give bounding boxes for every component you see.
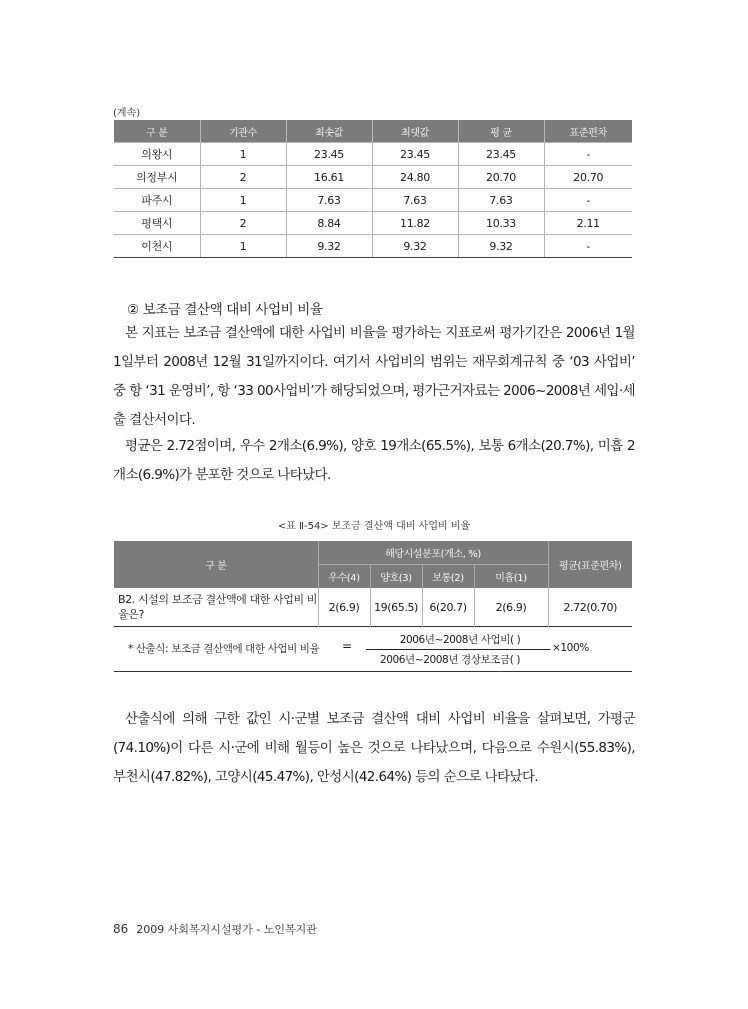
cell-average: 2.72(0.70) [548, 588, 632, 627]
footer-title: 2009 사회복지시설평가 - 노인복지관 [136, 923, 317, 936]
subsidy-ratio-table [114, 541, 632, 672]
formula-denominator: 2006년~2008년 경상보조금( ) [379, 654, 521, 666]
institution-stats-table [114, 120, 632, 258]
header-good: 양호(3) [370, 565, 422, 589]
formula-cell [114, 627, 632, 672]
formula-equals: = [342, 639, 352, 653]
cell-mean: 7.63 [458, 189, 544, 212]
page-footer [113, 921, 317, 937]
header-distribution: 해당시설분포(개소, %) [318, 541, 548, 565]
header-category: 구 분 [114, 541, 318, 588]
header-excellent: 우수(4) [318, 565, 370, 589]
continued-label: (계속) [113, 108, 141, 119]
cell-stddev: - [544, 143, 632, 166]
cell-city: 파주시 [114, 189, 200, 212]
row-question: B2. 시설의 보조금 결산액에 대한 사업비 비율은? [118, 593, 318, 621]
cell-max: 24.80 [372, 166, 458, 189]
cell-max: 9.32 [372, 235, 458, 258]
table-caption: <표 Ⅱ-54> 보조금 결산액 대비 사업비 비율 [277, 521, 471, 532]
header-category: 구 분 [114, 120, 200, 143]
paragraph-distribution: 평균은 2.72점이며, 우수 2개소(6.9%), 양호 19개소(65.5%), 보통 6개소(20.7%), 미흡 2개소(6.9%)가 분포한 것으로 나타났다. [113, 438, 635, 483]
header-fair: 보통(2) [422, 565, 474, 589]
cell-min: 23.45 [286, 143, 372, 166]
header-poor: 미흡(1) [474, 565, 548, 589]
cell-min: 16.61 [286, 166, 372, 189]
cell-min: 9.32 [286, 235, 372, 258]
formula-row [114, 627, 632, 672]
header-max: 최댓값 [372, 120, 458, 143]
table-row [114, 166, 632, 189]
cell-city: 의왕시 [114, 143, 200, 166]
table-row [114, 235, 632, 258]
formula-label: * 산출식: 보조금 결산액에 대한 사업비 비율 [128, 643, 320, 655]
cell-mean: 10.33 [458, 212, 544, 235]
header-mean: 평 균 [458, 120, 544, 143]
header-min: 최솟값 [286, 120, 372, 143]
table-row [114, 588, 632, 627]
section-heading: ② 보조금 결산액 대비 사업비 비율 [127, 302, 323, 318]
table-row [114, 143, 632, 166]
cell-city: 이천시 [114, 235, 200, 258]
table-row [114, 212, 632, 235]
cell-good: 19(65.5) [370, 588, 422, 627]
header-stddev: 표준편차 [544, 120, 632, 143]
cell-max: 11.82 [372, 212, 458, 235]
cell-poor: 2(6.9) [474, 588, 548, 627]
page-number: 86 [113, 922, 129, 936]
cell-max: 7.63 [372, 189, 458, 212]
table-header-row [114, 120, 632, 143]
fraction-line [366, 649, 550, 650]
cell-stddev: 2.11 [544, 212, 632, 235]
cell-mean: 23.45 [458, 143, 544, 166]
cell-count: 2 [200, 166, 286, 189]
cell-count: 1 [200, 189, 286, 212]
header-count: 기관수 [200, 120, 286, 143]
cell-count: 1 [200, 143, 286, 166]
cell-fair: 6(20.7) [422, 588, 474, 627]
cell-max: 23.45 [372, 143, 458, 166]
cell-city: 의정부시 [114, 166, 200, 189]
cell-mean: 20.70 [458, 166, 544, 189]
cell-min: 8.84 [286, 212, 372, 235]
paragraph-results: 산출식에 의해 구한 값인 시·군별 보조금 결산액 대비 사업비 비율을 살펴보면, 가평군(74.10%)이 다른 시·군에 비해 월등이 높은 것으로 나타났으며, 다음으로 수원시(55.83%), 부천시(47.82%), 고양시(45.47%), 안성시(42.64%) 등의 순으로 나타났다. [113, 711, 635, 785]
cell-count: 2 [200, 212, 286, 235]
cell-excellent: 2(6.9) [318, 588, 370, 627]
cell-stddev: - [544, 189, 632, 212]
cell-city: 평택시 [114, 212, 200, 235]
cell-count: 1 [200, 235, 286, 258]
cell-stddev: - [544, 235, 632, 258]
paragraph-definition: 본 지표는 보조금 결산액에 대한 사업비 비율을 평가하는 지표로써 평가기간은 2006년 1월 1일부터 2008년 12월 31일까지이다. 여기서 사업비의 범위는 재무회계규칙 중 ‘03 사업비’ 중 항 ‘31 운영비’, 항 ‘33 00사업비’가 해당되었으며, 평가근거자료는 2006~2008년 세입·세출 결산서이다. [113, 325, 635, 428]
table-row [114, 189, 632, 212]
cell-stddev: 20.70 [544, 166, 632, 189]
formula-multiplier: ×100% [552, 642, 589, 654]
cell-min: 7.63 [286, 189, 372, 212]
cell-mean: 9.32 [458, 235, 544, 258]
header-average: 평균(표준편차) [548, 541, 632, 588]
formula-numerator: 2006년~2008년 사업비( ) [399, 634, 521, 646]
